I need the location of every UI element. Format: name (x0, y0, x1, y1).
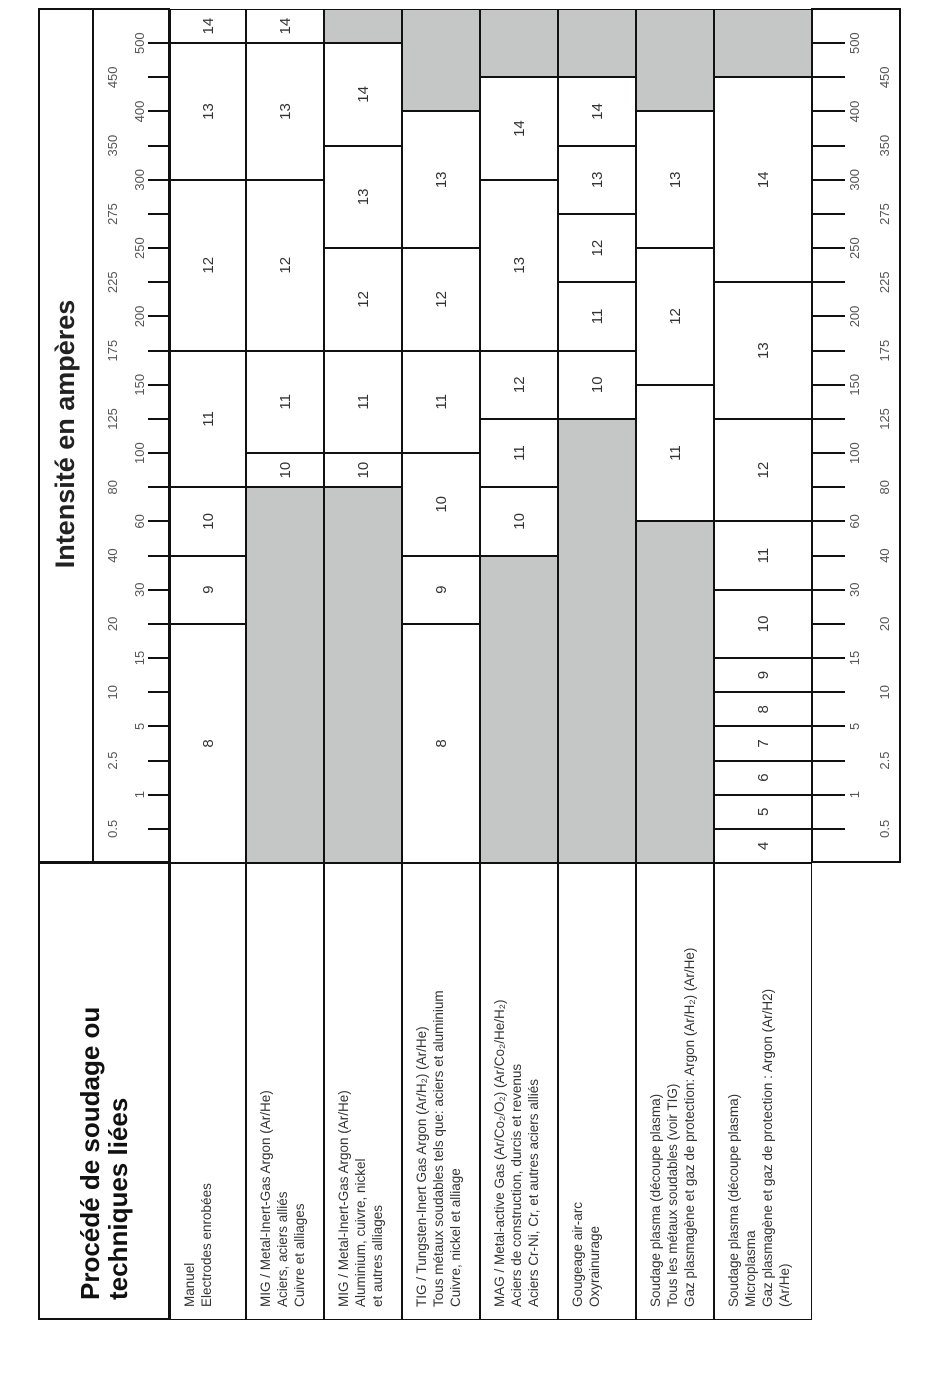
shade-number-cell: 13 (170, 43, 246, 180)
top-scale-tick (148, 725, 170, 727)
process-label-line: et autres alliages (370, 1204, 385, 1307)
process-label-line: Cuivre et alliages (292, 1203, 307, 1307)
top-scale-tick (148, 76, 170, 78)
shade-number-cell: 5 (714, 795, 812, 829)
bottom-scale-label: 40 (877, 548, 892, 563)
process-title-line1: Procédé de soudage ou (75, 1006, 105, 1300)
top-scale-tick (148, 452, 170, 454)
process-label-line: Soudage plasma (découpe plasma) (726, 1093, 741, 1307)
shade-number-cell: 10 (558, 351, 636, 419)
process-label-cell (402, 863, 480, 1320)
top-scale-tick (148, 589, 170, 591)
bottom-scale-label: 5 (847, 722, 862, 730)
shade-number-cell: 13 (246, 43, 324, 180)
top-scale-label: 0.5 (105, 819, 120, 838)
bottom-scale-tick (812, 691, 845, 693)
bottom-scale-tick (812, 725, 845, 727)
top-scale-label: 200 (132, 305, 147, 328)
process-label-line: Electrodes enrobées (199, 1183, 214, 1307)
top-scale-label: 400 (132, 100, 147, 123)
top-scale-label: 500 (132, 32, 147, 55)
shade-number-cell: 10 (170, 487, 246, 555)
top-scale-tick (148, 520, 170, 522)
bottom-scale-tick (812, 828, 845, 830)
top-scale-label: 225 (105, 271, 120, 294)
not-applicable-cell (246, 487, 324, 863)
process-label-line: Cuivre, nickel et alliage (448, 1168, 463, 1307)
process-label-line: MIG / Metal-Inert-Gas Argon (Ar/He) (258, 1090, 273, 1307)
process-label-line: Aciers Cr-Ni, Cr, et autres aciers alliés (526, 1078, 541, 1307)
top-scale-tick (148, 828, 170, 830)
top-scale-label: 30 (132, 582, 147, 597)
top-scale-label: 5 (132, 722, 147, 730)
process-label-line: Gaz plasmagène et gaz de protection: Argon (Ar/H₂) (Ar/He) (682, 947, 697, 1307)
top-scale-tick (148, 555, 170, 557)
process-label-line: Microplasma (743, 1230, 758, 1307)
shade-number-cell: 12 (558, 214, 636, 282)
top-scale-tick (148, 657, 170, 659)
process-label-line: Aciers de construction, durcis et revenus (509, 1063, 524, 1307)
process-label-cell (170, 863, 246, 1320)
process-label-cell (480, 863, 558, 1320)
top-scale-tick (148, 794, 170, 796)
top-scale-tick (148, 315, 170, 317)
top-scale-label: 275 (105, 203, 120, 225)
shade-number-cell: 9 (402, 556, 480, 624)
process-label-line: (Ar/He) (777, 1263, 792, 1307)
shade-number-cell: 13 (402, 112, 480, 249)
top-scale-label: 350 (105, 134, 120, 157)
bottom-scale-tick (812, 350, 845, 352)
shade-number-cell: 13 (714, 282, 812, 419)
bottom-scale-label: 125 (877, 408, 892, 430)
shade-number-cell: 8 (170, 624, 246, 863)
not-applicable-cell (636, 9, 714, 111)
process-label-line: Tous métaux soudables tels que: aciers et aluminium (431, 990, 446, 1307)
top-scale-tick (148, 691, 170, 693)
top-scale-label: 40 (105, 548, 120, 563)
shade-number-cell: 12 (402, 248, 480, 350)
shade-number-cell: 10 (402, 453, 480, 555)
bottom-scale-label: 80 (877, 480, 892, 495)
process-label-line: Aciers, aciers alliés (275, 1191, 290, 1307)
top-scale-tick (148, 145, 170, 147)
top-scale-tick (148, 247, 170, 249)
top-scale-label: 15 (132, 650, 147, 666)
bottom-scale-label: 200 (847, 305, 862, 328)
shade-number-cell: 14 (246, 9, 324, 43)
top-scale-label: 125 (105, 408, 120, 430)
shade-number-cell: 12 (480, 351, 558, 419)
bottom-scale-tick (812, 486, 845, 488)
shade-number-cell: 11 (246, 351, 324, 453)
shade-number-cell: 12 (246, 180, 324, 351)
top-scale-tick (148, 486, 170, 488)
process-label-line: Gougeage air-arc (570, 1201, 585, 1307)
top-scale-label: 100 (132, 442, 147, 464)
process-label-cell (324, 863, 402, 1320)
shade-number-cell: 10 (480, 487, 558, 555)
process-header-title (76, 1007, 132, 1300)
not-applicable-cell (558, 419, 636, 863)
shade-number-cell: 12 (636, 248, 714, 385)
bottom-scale-label: 10 (877, 684, 892, 700)
top-scale-tick (148, 213, 170, 215)
top-scale-label: 20 (105, 616, 120, 632)
shade-number-cell: 8 (402, 624, 480, 863)
bottom-scale-label: 1 (847, 791, 862, 799)
shade-number-cell: 11 (636, 385, 714, 522)
process-label-line: TIG / Tungsten-Inert Gas Argon (Ar/H₂) (Ar/He) (414, 1026, 429, 1307)
bottom-scale-tick (812, 520, 845, 522)
bottom-scale-tick (812, 794, 845, 796)
shade-number-cell: 13 (636, 112, 714, 249)
bottom-scale-tick (812, 760, 845, 762)
shade-number-cell: 14 (324, 43, 402, 145)
amps-title: Intensité en ampères (50, 299, 80, 569)
shade-number-cell: 11 (170, 351, 246, 488)
bottom-scale-tick (812, 657, 845, 659)
shade-number-cell: 10 (324, 453, 402, 487)
bottom-scale-label: 20 (877, 616, 892, 632)
top-scale-label: 2.5 (105, 751, 120, 770)
bottom-scale-label: 250 (847, 237, 862, 259)
top-scale-tick (148, 42, 170, 44)
bottom-scale-tick (812, 145, 845, 147)
bottom-scale-label: 500 (847, 32, 862, 55)
top-scale-label: 80 (105, 480, 120, 495)
top-scale-label: 300 (132, 168, 147, 191)
process-label-line: Soudage plasma (découpe plasma) (648, 1093, 663, 1307)
shade-number-cell: 12 (170, 180, 246, 351)
shade-number-cell: 10 (714, 590, 812, 658)
bottom-scale-label: 100 (847, 442, 862, 464)
bottom-scale-tick (812, 42, 845, 44)
bottom-scale-tick (812, 623, 845, 625)
shade-number-cell: 4 (714, 829, 812, 863)
top-scale-cell (92, 8, 170, 863)
not-applicable-cell (324, 487, 402, 863)
process-label-line: MAG / Metal-active Gas (Ar/Co₂/O₂) (Ar/Co₂/He/H₂) (492, 999, 507, 1307)
shade-number-cell: 8 (714, 692, 812, 726)
bottom-scale-tick (812, 179, 845, 181)
shade-number-cell: 11 (558, 282, 636, 350)
top-scale-label: 10 (105, 684, 120, 700)
bottom-scale-label: 225 (877, 271, 892, 294)
process-label-line: MIG / Metal-Inert-Gas Argon (Ar/He) (336, 1090, 351, 1307)
process-title-line2: techniques liées (103, 1097, 133, 1300)
shade-number-cell: 9 (714, 658, 812, 692)
bottom-scale-tick (812, 247, 845, 249)
bottom-scale-label: 15 (847, 650, 862, 666)
shade-number-cell: 11 (324, 351, 402, 453)
shade-number-cell: 6 (714, 761, 812, 795)
top-scale-tick (148, 110, 170, 112)
shade-number-cell: 12 (714, 419, 812, 521)
not-applicable-cell (714, 9, 812, 77)
shade-number-cell: 14 (480, 77, 558, 179)
bottom-scale-label: 275 (877, 203, 892, 225)
top-scale-tick (148, 179, 170, 181)
shade-number-cell: 11 (480, 419, 558, 487)
shade-number-cell: 11 (714, 521, 812, 589)
amps-title-cell (38, 8, 94, 863)
process-label-cell (714, 863, 812, 1320)
shade-number-cell: 11 (402, 351, 480, 453)
top-scale-tick (148, 384, 170, 386)
top-scale-tick (148, 281, 170, 283)
top-scale-tick (148, 760, 170, 762)
bottom-scale-tick (812, 452, 845, 454)
shade-number-cell: 14 (558, 77, 636, 145)
not-applicable-cell (636, 521, 714, 863)
bottom-scale-tick (812, 281, 845, 283)
top-scale-label: 450 (105, 66, 120, 89)
top-scale-label: 250 (132, 237, 147, 259)
shade-number-cell: 14 (714, 77, 812, 282)
bottom-scale-label: 450 (877, 66, 892, 89)
shade-number-cell: 12 (324, 248, 402, 350)
top-scale-label: 175 (105, 339, 120, 362)
bottom-scale-label: 150 (847, 373, 862, 396)
top-scale-label: 60 (132, 514, 147, 529)
not-applicable-cell (480, 556, 558, 863)
bottom-scale-label: 175 (877, 339, 892, 362)
shade-number-cell: 10 (246, 453, 324, 487)
not-applicable-cell (402, 9, 480, 111)
bottom-scale-label: 60 (847, 514, 862, 529)
shade-number-cell: 9 (170, 556, 246, 624)
not-applicable-cell (558, 9, 636, 77)
shade-number-cell: 7 (714, 726, 812, 760)
not-applicable-cell (324, 9, 402, 43)
shade-number-cell: 13 (558, 146, 636, 214)
process-label-cell (246, 863, 324, 1320)
top-scale-tick (148, 350, 170, 352)
process-label-line: Aluminium, cuivre, nickel (353, 1158, 368, 1307)
bottom-scale-tick (812, 589, 845, 591)
bottom-scale-tick (812, 315, 845, 317)
bottom-scale-label: 0.5 (877, 819, 892, 838)
shade-number-cell: 13 (480, 180, 558, 351)
process-label-cell (636, 863, 714, 1320)
bottom-scale-label: 400 (847, 100, 862, 123)
process-label-cell (558, 863, 636, 1320)
bottom-scale-tick (812, 76, 845, 78)
bottom-scale-tick (812, 384, 845, 386)
shade-number-cell: 13 (324, 146, 402, 248)
shade-number-cell: 14 (170, 9, 246, 43)
bottom-scale-tick (812, 418, 845, 420)
top-scale-label: 150 (132, 373, 147, 396)
process-label-line: Manuel (182, 1262, 197, 1307)
process-header-cell (38, 862, 170, 1320)
bottom-scale-label: 30 (847, 582, 862, 597)
bottom-scale-tick (812, 555, 845, 557)
bottom-scale-tick (812, 110, 845, 112)
top-scale-tick (148, 418, 170, 420)
bottom-scale-tick (812, 213, 845, 215)
not-applicable-cell (480, 9, 558, 77)
top-scale-label: 1 (132, 791, 147, 799)
process-label-line: Oxyrainurage (587, 1225, 602, 1307)
bottom-scale-label: 300 (847, 168, 862, 191)
process-label-line: Tous les métaux soudables (voir TIG) (665, 1083, 680, 1307)
bottom-scale-label: 350 (877, 134, 892, 157)
top-scale-tick (148, 623, 170, 625)
bottom-scale-label: 2.5 (877, 751, 892, 770)
process-label-line: Gaz plasmagène et gaz de protection : Argon (Ar/H2) (760, 988, 775, 1307)
